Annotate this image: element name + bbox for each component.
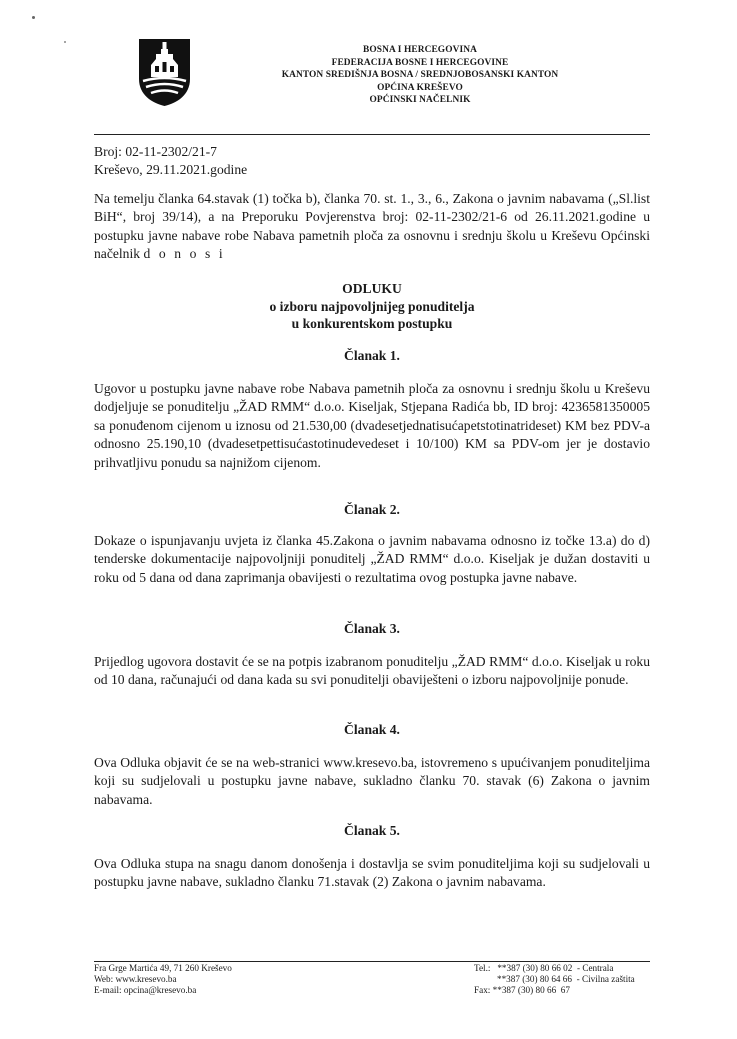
footer-tel-central: Tel.: **387 (30) 80 66 02 - Centrala xyxy=(474,963,614,973)
footer-web: Web: www.kresevo.ba xyxy=(94,974,177,985)
article-2-text xyxy=(94,532,650,587)
footer-email: E-mail: opcina@kresevo.ba xyxy=(94,985,197,996)
intro-donosi: d o n o s i xyxy=(143,246,226,262)
decision-subtitle-1: o izboru najpovoljnijeg ponuditelja xyxy=(269,298,475,314)
reference-number: Broj: 02-11-2302/21-7 xyxy=(94,144,217,159)
article-1-text xyxy=(94,380,650,472)
footer-divider xyxy=(94,961,650,962)
article-4-paragraph: Ova Odluka objavit će se na web-stranici www.kresevo.ba, istovremeno s upućivanjem ponuditeljima koji su sudjelovali u postupku javne nabave, sukladno članku 70. stavak (6) Zakona o javnim nabavama. xyxy=(94,755,650,807)
footer-fax: Fax: **387 (30) 80 66 67 xyxy=(474,985,570,996)
intro-paragraph xyxy=(94,190,650,264)
footer-address: Fra Grge Martića 49, 71 260 Kreševo xyxy=(94,963,232,973)
article-3-title: Članak 3. xyxy=(344,621,400,636)
scan-speck xyxy=(64,41,66,43)
letterhead-federation: FEDERACIJA BOSNE I HERCEGOVINE xyxy=(331,57,509,68)
footer-phones xyxy=(474,963,635,997)
place-and-date: Kreševo, 29.11.2021.godine xyxy=(94,161,248,177)
article-5-paragraph: Ova Odluka stupa na snagu danom donošenja i dostavlja se svim ponuditeljima koji su sudjelovali u postupku javne nabave, sukladno članku 71.stavak (2) Zakona o javnim nabavama. xyxy=(94,856,650,890)
article-5-text xyxy=(94,855,650,892)
scan-speck xyxy=(32,16,35,19)
article-4-title: Članak 4. xyxy=(344,722,400,737)
decision-subtitle-2: u konkurentskom postupku xyxy=(291,316,453,331)
letterhead-canton: KANTON SREDIŠNJA BOSNA / SREDNJOBOSANSKI KANTON xyxy=(281,70,559,81)
article-2-paragraph: Dokaze o ispunjavanju uvjeta iz članka 45.Zakona o javnim nabavama odnosno iz točke 13.a) do d) tenderske dokumentacije najpovoljniji ponuditelj „ŽAD RMM“ d.o.o. Kiseljak je dužan dostaviti u roku od 5 dana od dana zaprimanja obavijesti o rezultatima ovog postupka javne nabave. xyxy=(94,533,650,585)
letterhead-office: OPĆINSKI NAČELNIK xyxy=(369,95,471,106)
decision-title: ODLUKU xyxy=(342,281,402,296)
article-1-paragraph: Ugovor u postupku javne nabave robe Nabava pametnih ploča za osnovnu i srednju školu u Kreševu dodjeljuje se ponuditelju „ŽAD RMM“ d.o.o. Kiseljak, Stjepana Radića bb, ID broj: 4236581350005 sa ponuđenom cijenom u iznosu od 21.530,00 (dvadesetjednatisućapetstotinatrideset) KM bez PDV-a odnosno 25.190,10 (dvadesetpettisućastotinudevedeset i 10/100) KM sa PDV-om jer je dostavio prihvatljivu ponudu sa najnižom cijenom. xyxy=(94,381,650,470)
article-1-title: Članak 1. xyxy=(344,348,400,363)
article-2-title: Članak 2. xyxy=(344,502,400,517)
article-5-title: Članak 5. xyxy=(344,823,400,838)
letterhead-country: BOSNA I HERCEGOVINA xyxy=(363,45,477,55)
decision-heading xyxy=(94,280,650,333)
header-divider xyxy=(94,134,650,135)
intro-text: Na temelju članka 64.stavak (1) točka b), članka 70. st. 1., 3., 6., Zakona o javnim nabavama („Sl.list BiH“, broj 39/14), a na Preporuku Povjerenstva broj: 02-11-2302/21-6 od 26.11.2021.godine u postupku javne nabave robe Nabava pametnih ploča za osnovnu i srednju školu u Kreševu Općinski načelnik xyxy=(94,191,650,262)
article-3-paragraph: Prijedlog ugovora dostavit će se na potpis izabranom ponuditelju „ŽAD RMM“ d.o.o. Kiseljak u roku od 10 dana, računajući od dana kada su svi ponuditelji obaviješteni o izboru najpovoljnije ponude. xyxy=(94,654,650,688)
article-3-text xyxy=(94,653,650,690)
municipality-coat-of-arms-icon xyxy=(137,37,192,107)
footer-contact xyxy=(94,963,232,997)
article-4-text xyxy=(94,754,650,809)
document-meta xyxy=(94,143,247,178)
footer-tel-civil: **387 (30) 80 64 66 - Civilna zaštita xyxy=(474,974,635,985)
letterhead xyxy=(205,44,635,107)
letterhead-municipality: OPĆINA KREŠEVO xyxy=(377,82,463,93)
